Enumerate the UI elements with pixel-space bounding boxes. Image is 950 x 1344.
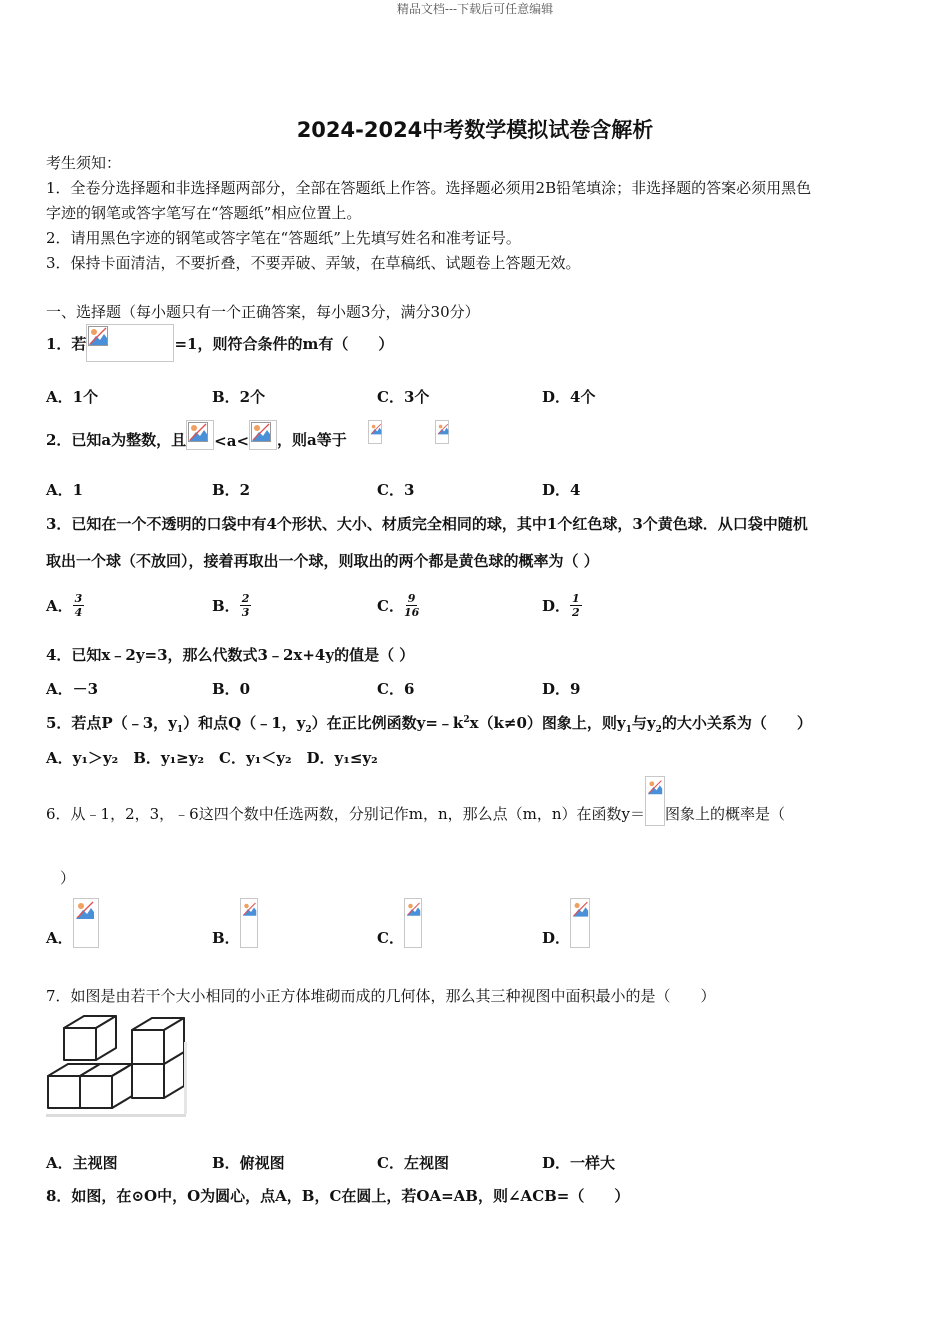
option-label: C．	[377, 597, 404, 615]
question-text: 5．若点P（﹣3，y	[46, 714, 177, 732]
option-label: B．	[212, 929, 240, 947]
question-8: 8．如图，在⊙O中，O为圆心，点A，B，C在圆上，若OA=AB，则∠ACB=（ ）	[46, 1187, 630, 1205]
broken-image-icon	[404, 898, 422, 948]
notice-item: 字迹的钢笔或答字笔写在“答题纸”相应位置上。	[46, 204, 362, 222]
broken-image-icon	[368, 420, 382, 444]
page-header: 精品文档---下载后可任意编辑	[396, 2, 554, 16]
question-5	[46, 712, 812, 735]
option-label: B．	[212, 597, 240, 615]
question-3-line1: 3．已知在一个不透明的口袋中有4个形状、大小、材质完全相同的球，其中1个红色球，3个黄色球．从口袋中随机	[46, 515, 808, 533]
subscript: 1	[176, 725, 184, 735]
fraction	[404, 592, 419, 619]
option-a	[46, 896, 99, 948]
option-c: C．3	[377, 481, 415, 499]
fraction	[240, 592, 252, 619]
fraction	[570, 592, 582, 619]
question-1	[46, 324, 393, 362]
cube-stack-figure	[44, 1012, 188, 1118]
notice-item: 2．请用黑色字迹的钢笔或答字笔在“答题纸”上先填写姓名和准考证号。	[46, 229, 521, 247]
notice-item: 1．全卷分选择题和非选择题两部分，全部在答题纸上作答。选择题必须用2B铅笔填涂；非选择题的答案必须用黑色	[46, 179, 812, 197]
question-text: ）和点Q（﹣1，y	[183, 714, 306, 732]
option-c: C．3个	[377, 388, 430, 406]
option-c	[377, 896, 422, 948]
broken-image-icon	[249, 420, 277, 450]
subscript: 2	[655, 725, 662, 735]
question-4: 4．已知x﹣2y=3，那么代数式3﹣2x+4y的值是（ ）	[46, 646, 415, 664]
question-text: =1，则符合条件的m有（ ）	[174, 334, 394, 353]
option-d	[542, 592, 582, 619]
option-label: A．	[46, 597, 73, 615]
question-text: 的大小关系为（ ）	[661, 714, 812, 732]
broken-image-icon	[240, 898, 258, 948]
question-2	[46, 416, 347, 450]
question-5-options: A．y₁＞y₂ B．y₁≥y₂ C．y₁＜y₂ D．y₁≤y₂	[46, 749, 378, 767]
option-c: C．左视图	[377, 1154, 449, 1172]
subscript: 1	[625, 725, 632, 735]
option-b	[212, 592, 251, 619]
numerator: 1	[572, 592, 580, 605]
broken-image-icon	[73, 898, 99, 948]
denominator: 4	[74, 606, 83, 619]
denominator: 16	[403, 606, 420, 619]
notice-heading: 考生须知：	[46, 154, 122, 172]
question-text: 2．已知a为整数，且	[46, 431, 187, 449]
option-label: D．	[542, 929, 571, 947]
question-text: ）在正比例函数y=﹣k	[311, 714, 464, 732]
broken-image-icon	[435, 420, 449, 444]
notice-item: 3．保持卡面清洁，不要折叠，不要弄破、弄皱，在草稿纸、试题卷上答题无效。	[46, 254, 581, 272]
broken-image-icon	[186, 420, 214, 450]
question-7: 7．如图是由若干个大小相同的小正方体堆砌而成的几何体，那么其三种视图中面积最小的是（ ）	[46, 987, 716, 1005]
question-6-close: ）	[60, 869, 76, 887]
question-3-line2: 取出一个球（不放回），接着再取出一个球，则取出的两个都是黄色球的概率为（ ）	[46, 552, 599, 570]
numerator: 3	[74, 592, 83, 605]
denominator: 2	[572, 606, 580, 619]
option-label: A．	[46, 929, 73, 947]
option-a: A．1	[46, 481, 84, 499]
question-text: x（k≠0）图象上，则y	[469, 714, 626, 732]
denominator: 3	[241, 606, 250, 619]
question-text: <a<	[214, 432, 250, 450]
option-a: A．－3	[46, 680, 99, 698]
option-c	[377, 592, 419, 619]
question-text: 与y	[631, 714, 656, 732]
broken-image-icon	[645, 776, 665, 826]
option-a: A．1个	[46, 388, 99, 406]
question-6	[46, 776, 785, 826]
option-b: B．0	[212, 680, 251, 698]
section-heading: 一、选择题（每小题只有一个正确答案，每小题3分，满分30分）	[46, 303, 480, 321]
numerator: 2	[241, 592, 250, 605]
option-label: D．	[542, 597, 571, 615]
option-a: A．主视图	[46, 1154, 118, 1172]
page-title: 2024-2024中考数学模拟试卷含解析	[296, 118, 654, 142]
option-c: C．6	[377, 680, 415, 698]
option-b: B．俯视图	[212, 1154, 285, 1172]
broken-image-icon	[86, 324, 174, 362]
broken-image-icon	[570, 898, 590, 948]
fraction	[73, 592, 85, 619]
option-b: B．2	[212, 481, 251, 499]
superscript: 2	[463, 715, 470, 725]
option-label: C．	[377, 929, 404, 947]
question-text: 1．若	[46, 334, 87, 353]
option-a	[46, 592, 84, 619]
question-text: 图象上的概率是（	[664, 805, 785, 823]
option-d	[542, 896, 590, 948]
numerator: 9	[407, 592, 416, 605]
option-b	[212, 896, 258, 948]
option-b: B．2个	[212, 388, 266, 406]
option-d: D．4个	[542, 388, 596, 406]
subscript: 2	[305, 725, 312, 735]
option-d: D．9	[542, 680, 581, 698]
option-d: D．一样大	[542, 1154, 616, 1172]
option-d: D．4	[542, 481, 581, 499]
question-text: 6．从﹣1，2，3，﹣6这四个数中任选两数，分别记作m，n，那么点（m，n）在函数y＝	[46, 805, 645, 823]
question-text: ，则a等于	[277, 431, 347, 449]
